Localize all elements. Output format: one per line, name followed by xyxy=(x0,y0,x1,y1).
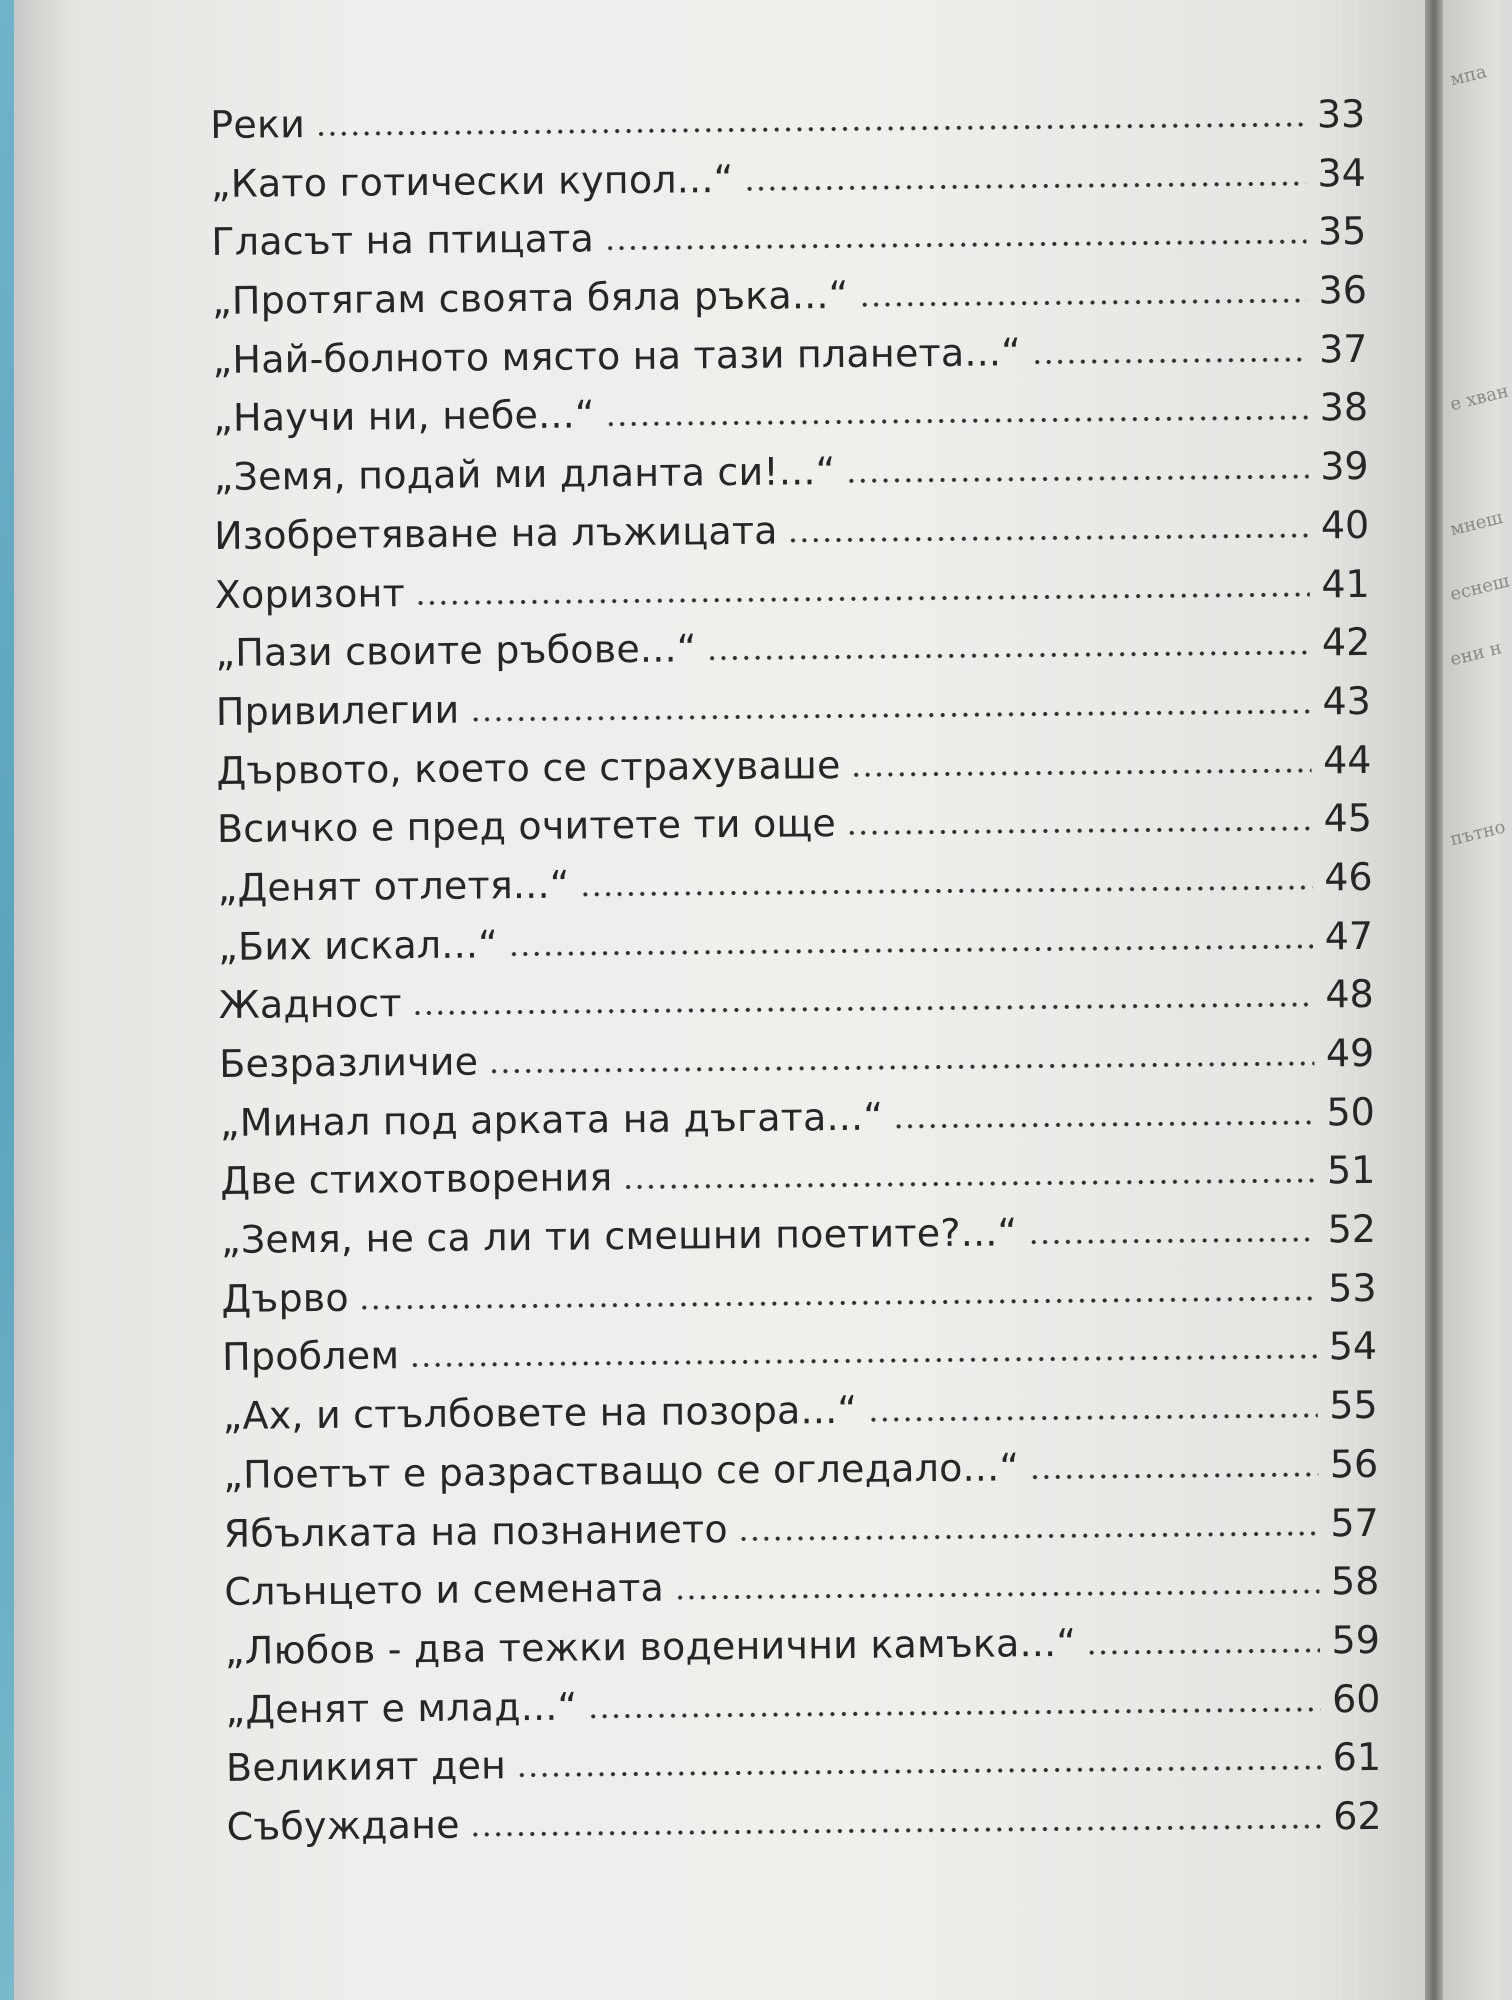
toc-entry xyxy=(212,261,1368,331)
toc-entry-page-number: 42 xyxy=(1321,620,1371,665)
toc-entry xyxy=(222,1317,1378,1387)
toc-entry xyxy=(215,613,1371,683)
toc-entry-page-number: 56 xyxy=(1329,1441,1379,1487)
table-of-contents xyxy=(210,85,1382,1857)
toc-entry-title: Събуждане xyxy=(226,1802,460,1849)
facing-page-fragment: мнеш xyxy=(1448,507,1505,541)
toc-entry-page-number: 35 xyxy=(1317,209,1367,254)
dot-leader xyxy=(315,121,1305,137)
dot-leader xyxy=(469,708,1311,722)
toc-entry-title: Жадност xyxy=(218,981,402,1028)
toc-entry xyxy=(225,1669,1381,1739)
toc-entry-title: „Протягам своята бяла ръка...“ xyxy=(211,272,849,324)
dot-leader xyxy=(1028,1236,1317,1245)
toc-entry-page-number: 58 xyxy=(1330,1559,1380,1604)
toc-entry-title: Всичко е пред очитете ти още xyxy=(216,801,837,852)
toc-entry xyxy=(210,85,1366,155)
toc-entry-page-number: 62 xyxy=(1332,1793,1382,1839)
toc-entry xyxy=(220,1083,1376,1153)
dot-leader xyxy=(508,943,1313,957)
book-gutter xyxy=(1425,0,1443,2000)
dot-leader xyxy=(623,1178,1316,1191)
toc-entry xyxy=(211,144,1367,214)
toc-entry xyxy=(221,1259,1377,1329)
dot-leader xyxy=(674,1589,1319,1601)
toc-entry xyxy=(216,672,1372,742)
toc-entry-page-number: 40 xyxy=(1320,502,1370,548)
dot-leader xyxy=(744,180,1306,191)
toc-entry-page-number: 45 xyxy=(1323,796,1373,841)
toc-entry xyxy=(218,907,1374,977)
toc-entry-title: „Минал под арката на дъгата...“ xyxy=(219,1094,884,1145)
toc-entry-page-number: 46 xyxy=(1323,854,1373,900)
toc-entry xyxy=(218,965,1374,1035)
dot-leader xyxy=(605,415,1308,428)
toc-entry xyxy=(213,378,1369,448)
toc-entry-page-number: 36 xyxy=(1318,267,1368,313)
toc-entry-page-number: 55 xyxy=(1329,1382,1378,1428)
toc-entry-title: Гласът на птицата xyxy=(211,216,595,265)
toc-entry-page-number: 57 xyxy=(1330,1500,1379,1545)
toc-entry-title: Дървото, което се страхуваше xyxy=(216,742,841,793)
toc-entry xyxy=(213,437,1369,507)
toc-entry-page-number: 41 xyxy=(1321,561,1370,606)
toc-entry-page-number: 38 xyxy=(1319,385,1369,430)
dot-leader xyxy=(1029,1471,1318,1480)
toc-entry xyxy=(223,1435,1379,1505)
toc-entry-title: „Любов - два тежки воденични камъка...“ xyxy=(224,1620,1077,1673)
toc-entry xyxy=(214,496,1370,566)
toc-entry-title: „Земя, подай ми дланта си!...“ xyxy=(213,449,836,500)
dot-leader xyxy=(846,826,1312,836)
dot-leader xyxy=(738,1530,1319,1542)
facing-page-fragment: е хван xyxy=(1448,380,1511,416)
facing-page-fragment: пътно xyxy=(1448,816,1508,851)
dot-leader xyxy=(851,767,1312,777)
toc-entry-page-number: 47 xyxy=(1324,913,1374,958)
dot-leader xyxy=(488,1060,1314,1074)
toc-entry-title: Проблем xyxy=(221,1333,400,1380)
toc-entry-title: Реки xyxy=(210,102,306,147)
dot-leader xyxy=(867,1413,1317,1423)
toc-entry-title: Две стихотворения xyxy=(220,1155,613,1204)
dot-leader xyxy=(412,1002,1314,1017)
toc-entry-title: „Денят е млад...“ xyxy=(225,1684,578,1732)
dot-leader xyxy=(859,298,1307,308)
toc-entry-title: Хоризонт xyxy=(214,570,406,617)
toc-entry-page-number: 39 xyxy=(1320,444,1369,489)
toc-entry-title: „Като готически купол...“ xyxy=(210,156,734,206)
toc-entry-title: Безразличие xyxy=(219,1039,479,1086)
toc-entry-title: Ябълката на познанието xyxy=(223,1506,729,1556)
toc-entry-page-number: 49 xyxy=(1325,1030,1375,1076)
toc-entry-page-number: 34 xyxy=(1317,150,1366,196)
toc-entry xyxy=(216,730,1372,800)
toc-entry-title: „Денят отлетя...“ xyxy=(217,862,570,910)
toc-entry-page-number: 52 xyxy=(1327,1206,1377,1252)
toc-entry-page-number: 43 xyxy=(1322,678,1372,724)
toc-entry-title: „Най-болното място на тази планета...“ xyxy=(212,329,1022,382)
toc-entry xyxy=(217,848,1373,918)
toc-entry-page-number: 53 xyxy=(1327,1265,1377,1311)
toc-entry-title: „Научи ни, небе...“ xyxy=(212,392,596,441)
dot-leader xyxy=(1086,1647,1320,1655)
toc-entry-title: Привилегии xyxy=(215,687,460,734)
dot-leader xyxy=(516,1765,1321,1779)
toc-entry-title: Изобретяване на лъжицата xyxy=(214,508,778,558)
page-shadow xyxy=(14,0,74,2000)
toc-entry-title: „Поетът е разрастващо се огледало...“ xyxy=(223,1445,1020,1497)
toc-entry-page-number: 44 xyxy=(1322,737,1372,782)
facing-page-fragment: ени н xyxy=(1448,637,1504,671)
dot-leader xyxy=(604,239,1306,252)
toc-entry xyxy=(212,320,1368,390)
dot-leader xyxy=(846,474,1309,484)
toc-entry-page-number: 61 xyxy=(1332,1735,1382,1780)
toc-entry-title: Дърво xyxy=(221,1275,350,1321)
toc-entry-title: „Бих искал...“ xyxy=(217,921,499,969)
toc-entry xyxy=(225,1611,1381,1681)
toc-entry-title: „Ах, и стълбовете на позора...“ xyxy=(222,1387,858,1439)
toc-entry xyxy=(221,1200,1377,1270)
dot-leader xyxy=(588,1706,1321,1719)
toc-entry xyxy=(219,1024,1375,1094)
dot-leader xyxy=(470,1823,1322,1837)
dot-leader xyxy=(1031,356,1307,365)
toc-entry xyxy=(226,1728,1382,1798)
toc-entry-page-number: 59 xyxy=(1331,1617,1381,1663)
toc-entry xyxy=(217,789,1373,859)
toc-entry-page-number: 54 xyxy=(1328,1324,1378,1369)
dot-leader xyxy=(415,591,1310,606)
toc-entry-title: Великият ден xyxy=(225,1743,507,1791)
toc-entry xyxy=(222,1376,1378,1446)
toc-entry xyxy=(224,1493,1380,1563)
dot-leader xyxy=(893,1119,1315,1129)
toc-entry xyxy=(224,1552,1380,1622)
dot-leader xyxy=(707,650,1311,662)
facing-page-fragment: мпа xyxy=(1448,61,1489,91)
dot-leader xyxy=(788,532,1310,543)
toc-entry xyxy=(226,1787,1382,1857)
toc-entry-page-number: 33 xyxy=(1316,91,1366,137)
toc-entry-page-number: 50 xyxy=(1326,1089,1376,1135)
facing-page-fragment: еснеш xyxy=(1448,570,1512,606)
toc-entry-page-number: 60 xyxy=(1331,1676,1381,1721)
toc-entry xyxy=(220,1141,1376,1211)
dot-leader xyxy=(359,1295,1317,1310)
toc-entry-title: „Земя, не са ли ти смешни поетите?...“ xyxy=(220,1210,1018,1263)
dot-leader xyxy=(580,884,1313,897)
toc-entry-page-number: 37 xyxy=(1318,326,1368,372)
dot-leader xyxy=(409,1354,1317,1369)
toc-entry-page-number: 51 xyxy=(1326,1148,1376,1193)
facing-page-edge xyxy=(1443,0,1500,2000)
toc-entry-page-number: 48 xyxy=(1325,972,1374,1017)
toc-entry xyxy=(215,554,1371,624)
toc-entry-title: Слънцето и семената xyxy=(224,1565,665,1615)
book-cover-edge xyxy=(0,0,14,2000)
toc-entry xyxy=(211,202,1367,272)
toc-entry-title: „Пази своите ръбове...“ xyxy=(215,626,697,676)
